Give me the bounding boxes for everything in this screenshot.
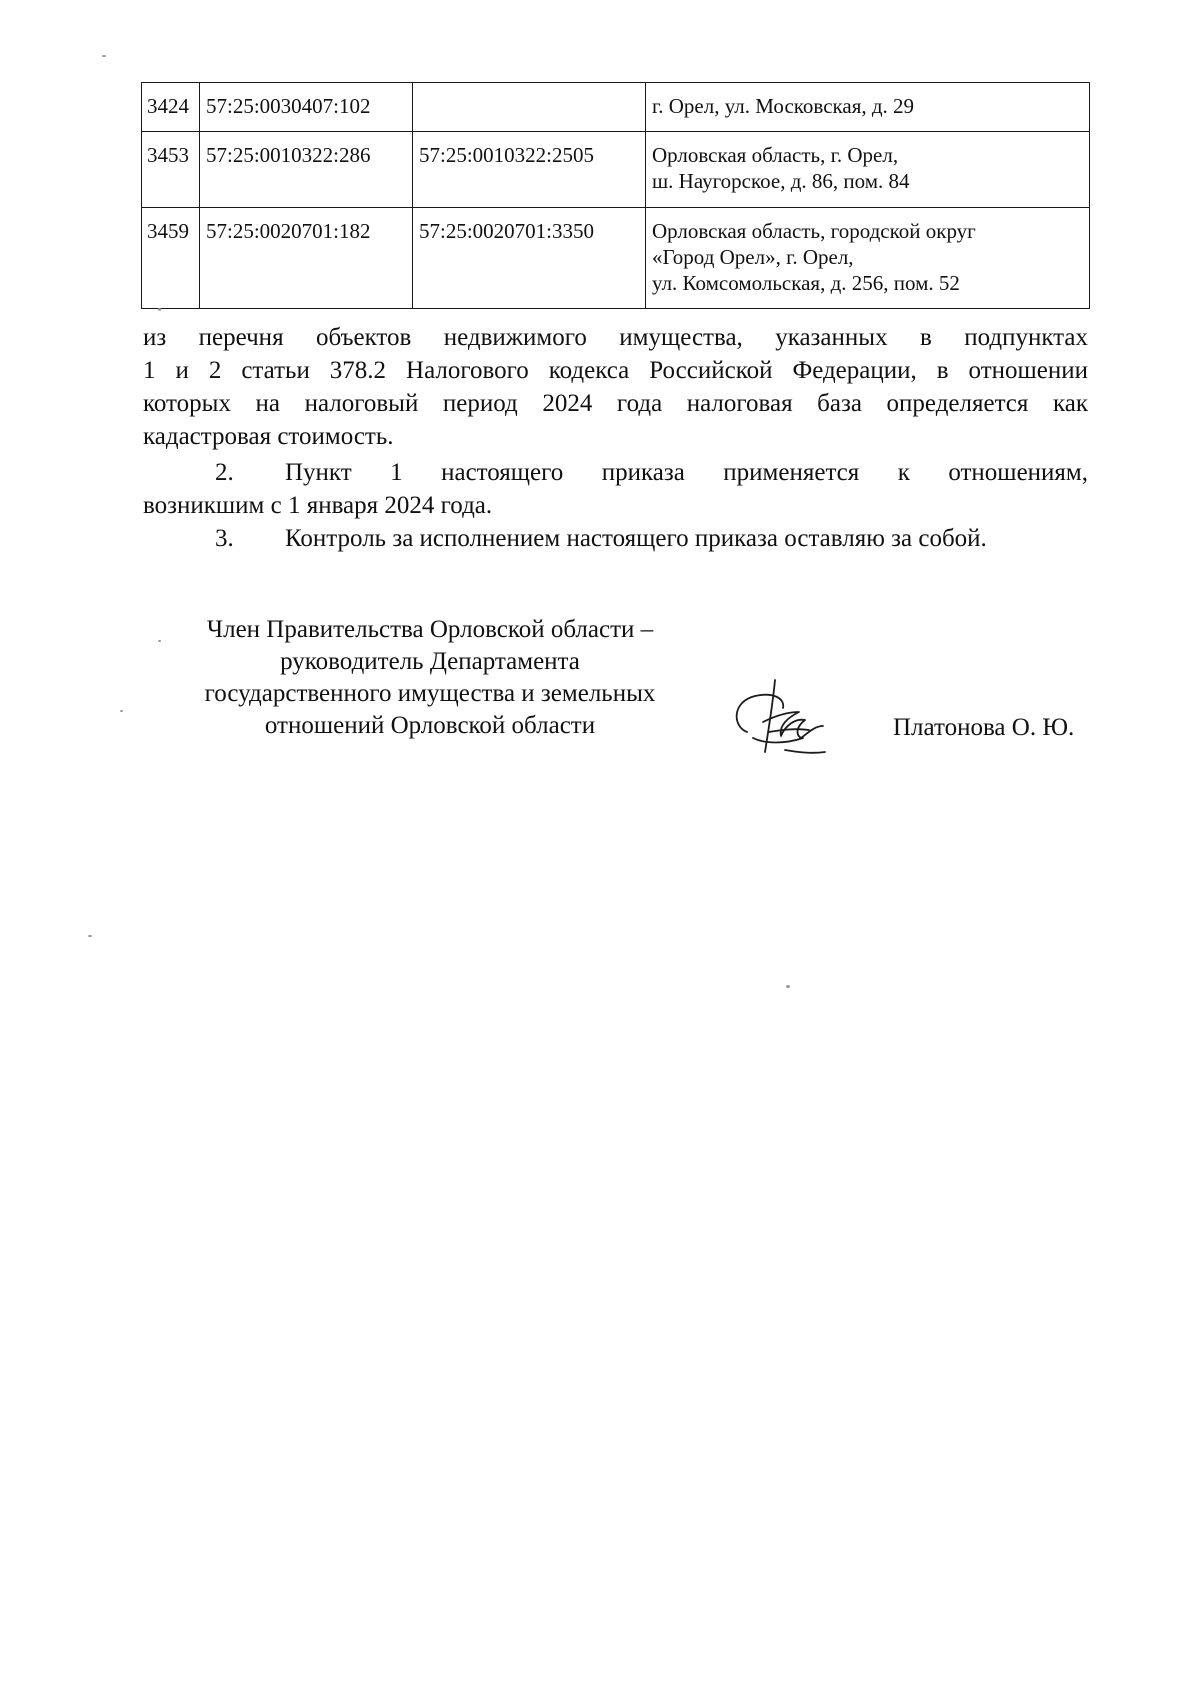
- row-number: 3459: [142, 208, 200, 309]
- item-number: 3.: [215, 525, 234, 552]
- signer-position: [160, 614, 700, 742]
- signer-position-line: Член Правительства Орловской области –: [206, 616, 654, 643]
- address-cell: [646, 208, 1090, 309]
- cadastral-number: 57:25:0010322:286: [200, 132, 413, 208]
- signer-position-line: руководитель Департамента: [280, 648, 580, 675]
- table-row: [142, 208, 1090, 309]
- paragraph-line: которых на налоговый период 2024 года налоговая база определяется как: [143, 390, 1088, 417]
- scan-speck: [120, 710, 123, 712]
- item-text: Контроль за исполнением настоящего приказа оставляю за собой.: [285, 525, 987, 552]
- paragraph-continuation: [143, 321, 1088, 453]
- address-line: Орловская область, г. Орел,: [652, 143, 899, 167]
- address-line: ул. Комсомольская, д. 256, пом. 52: [652, 271, 960, 295]
- cadastral-number-secondary: 57:25:0010322:2505: [413, 132, 646, 208]
- numbered-item-2: [143, 456, 1088, 522]
- address-line: Орловская область, городской округ: [652, 219, 976, 243]
- table-row: [142, 132, 1090, 208]
- paragraph-line: кадастровая стоимость.: [143, 423, 394, 450]
- address-cell: [646, 83, 1090, 132]
- row-number: 3424: [142, 83, 200, 132]
- table-row: [142, 83, 1090, 132]
- address-line: г. Орел, ул. Московская, д. 29: [652, 94, 915, 118]
- property-table: [141, 82, 1090, 309]
- cadastral-number: 57:25:0020701:182: [200, 208, 413, 309]
- cadastral-number-secondary: 57:25:0020701:3350: [413, 208, 646, 309]
- scan-speck: [102, 55, 106, 57]
- scan-speck: [88, 935, 92, 937]
- address-line: «Город Орел», г. Орел,: [652, 245, 854, 269]
- cadastral-number-secondary: [413, 83, 646, 132]
- item-number: 2.: [215, 459, 234, 486]
- scan-speck: [158, 640, 161, 642]
- scan-speck: [786, 985, 790, 988]
- paragraph-line: 1 и 2 статьи 378.2 Налогового кодекса Российской Федерации, в отношении: [143, 357, 1088, 384]
- address-line: ш. Наугорское, д. 86, пом. 84: [652, 169, 910, 193]
- item-text-continuation: возникшим с 1 января 2024 года.: [143, 492, 493, 519]
- signer-name: Платонова О. Ю.: [893, 714, 1075, 741]
- scan-speck: [158, 308, 161, 311]
- row-number: 3453: [142, 132, 200, 208]
- cadastral-number: 57:25:0030407:102: [200, 83, 413, 132]
- handwritten-signature-icon: [725, 672, 835, 762]
- address-cell: [646, 132, 1090, 208]
- numbered-item-3: [143, 522, 1088, 555]
- paragraph-line: из перечня объектов недвижимого имущества, указанных в подпунктах: [143, 324, 1088, 351]
- signer-position-line: отношений Орловской области: [264, 712, 596, 739]
- signer-position-line: государственного имущества и земельных: [204, 680, 656, 707]
- item-text: Пункт 1 настоящего приказа применяется к отношениям,: [285, 459, 1088, 486]
